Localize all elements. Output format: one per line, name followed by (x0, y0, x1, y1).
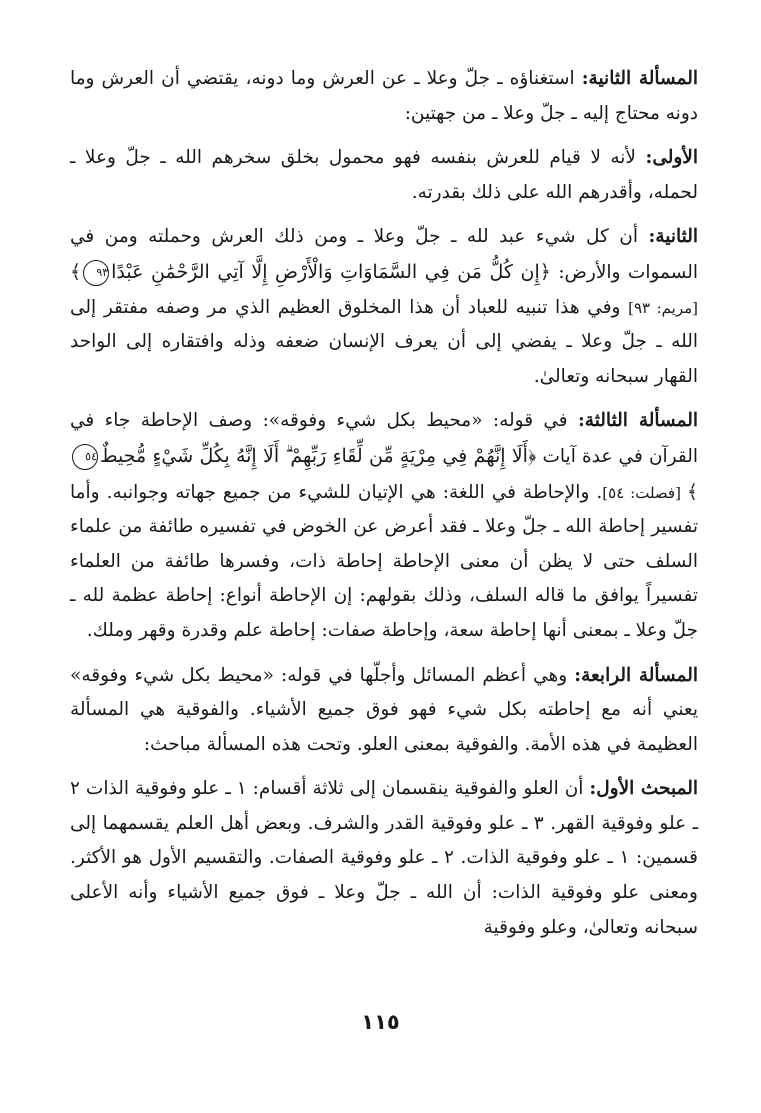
paragraph-fourth-issue (70, 659, 698, 763)
quran-verse: ﴿أَلَا إِنَّهُمْ فِي مِرْيَةٍ مِّن لِّقَاءِ رَبِّهِمْ ۗ أَلَا إِنَّهُ بِكُلِّ شَيْءٍ مُّحِيطٌ (100, 444, 537, 467)
verse-reference: [فصلت: ٥٤] (602, 483, 687, 502)
paragraph-text: في قوله: «محيط بكل شيء وفوقه»: وصف الإحاطة جاء في القرآن في عدة آيات (70, 410, 699, 467)
quran-verse: ﴿إِن كُلُّ مَن فِي السَّمَاوَاتِ وَالْأَرْضِ إِلَّا آتِي الرَّحْمَٰنِ عَبْدًا (111, 260, 551, 283)
paragraph-text: لأنه لا قيام للعرش بنفسه فهو محمول بخلق سخرهم الله ـ جلّ وعلا ـ لحمله، وأقدرهم الله على ذلك بقدرته. (70, 147, 698, 203)
ayah-number-marker: ٩٣ (83, 260, 109, 286)
paragraph-text: أن كل شيء عبد لله ـ جلّ وعلا ـ ومن ذلك العرش وحملته ومن في السموات والأرض: (70, 226, 698, 283)
paragraph-second-issue (70, 62, 698, 131)
paragraph-text: استغناؤه ـ جلّ وعلا ـ عن العرش وما دونه، يقتضي أن العرش وما دونه محتاج إليه ـ جلّ وعلا ـ من جهتين: (70, 68, 698, 124)
paragraph-heading: الأولى: (645, 147, 698, 169)
paragraph-second-aspect (70, 220, 698, 394)
paragraph-text: وهي أعظم المسائل وأجلّها في قوله: «محيط بكل شيء وفوقه» يعني أنه مع إحاطته بكل شيء فهو فوق جميع الأشياء. والفوقية هي المسألة العظيمة في هذه الأمة. والفوقية بمعنى العلو. وتحت هذه المسألة مباحث: (70, 664, 698, 755)
paragraph-first-topic (70, 772, 698, 945)
paragraph-heading: الثانية: (648, 226, 698, 248)
page-number: ١١٥ (361, 1010, 400, 1034)
paragraph-heading: المسألة الثانية: (581, 68, 698, 89)
page-body (70, 62, 698, 955)
paragraph-text: وفي هذا تنبيه للعباد أن هذا المخلوق العظيم الذي مر وصفه مفتقر إلى الله ـ جلّ وعلا ـ يفضي إلى أن يعرف الإنسان ضعفه وذله وافتقاره إلى الواحد القهار سبحانه وتعالىٰ. (70, 296, 698, 387)
paragraph-heading: المبحث الأول: (589, 778, 699, 800)
paragraph-text: أن العلو والفوقية ينقسمان إلى ثلاثة أقسام: ١ ـ علو وفوقية الذات ٢ ـ علو وفوقية القهر. ٣ ـ علو وفوقية القدر والشرف. وبعض أهل العلم يقسمهما إلى قسمين: ١ ـ علو وفوقية الذات. ٢ ـ علو وفوقية الصفات. والتقسيم الأول هو الأكثر. ومعنى علو وفوقية الذات: أن الله ـ جلّ وعلا ـ فوق جميع الأشياء وأنه الأعلى سبحانه وتعالىٰ، وعلو وفوقية (70, 778, 698, 938)
paragraph-third-issue (70, 404, 698, 648)
paragraph-heading: المسألة الثالثة: (577, 410, 698, 432)
verse-reference: [مريم: ٩٣] (628, 298, 698, 317)
quran-close-bracket: ﴾ (70, 260, 82, 283)
paragraph-text: . والإحاطة في اللغة: هي الإتيان للشيء من جميع جهاته وجوانبه. وأما تفسير إحاطة الله ـ جلّ وعلا ـ فقد أعرض عن الخوض في تفسيره طائفة من علماء السلف حتى لا يظن أن معنى الإحاطة إحاطة ذات، وفسرها طائفة من العلماء تفسيراً يوافق ما قاله السلف، وذلك بقولهم: إن الإحاطة أنواع: إحاطة عظمة لله ـ جلّ وعلا ـ بمعنى أنها إحاطة سعة، وإحاطة صفات: إحاطة علم وقدرة وقهر وملك. (70, 481, 698, 641)
paragraph-first-aspect (70, 141, 698, 210)
quran-close-bracket: ﴾ (686, 480, 698, 503)
ayah-number-marker: ٥٤ (72, 444, 98, 470)
paragraph-heading: المسألة الرابعة: (574, 664, 698, 686)
